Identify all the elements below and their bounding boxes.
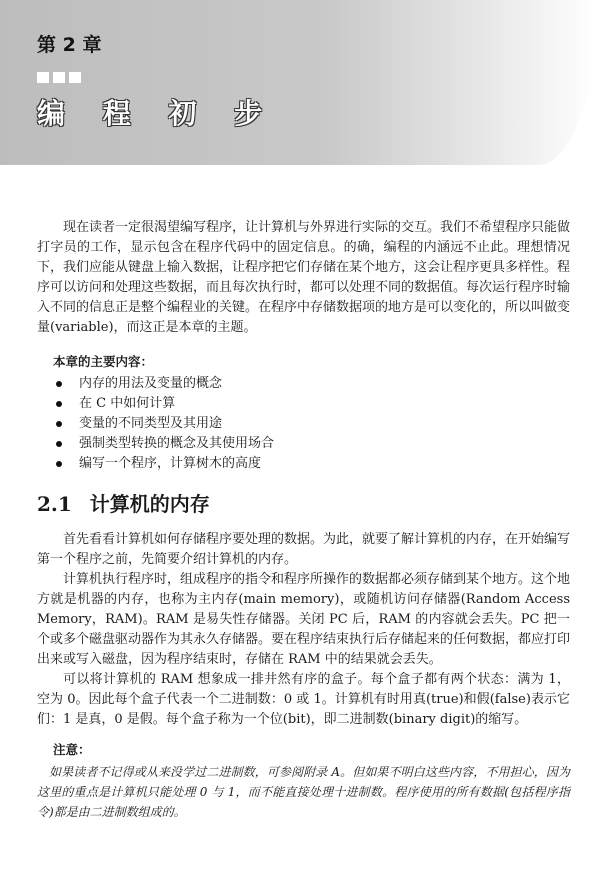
- intro-paragraph: 现在读者一定很渴望编写程序，让计算机与外界进行实际的交互。我们不希望程序只能做打字员的工作，显示包含在程序代码中的固定信息。的确，编程的内涵远不止此。理想情况下，我们应能从键盘上输入数据，让程序把它们存储在某个地方，这会让程序更具多样性。程序可以访问和处理这些数据，而且每次执行时，都可以处理不同的数据值。每次运行程序时输入不同的信息正是整个编程业的关键。在程序中存储数据项的地方是可以变化的，所以叫做变量(variable)，而这正是本章的主题。: [37, 220, 571, 335]
- section-paragraph: 计算机执行程序时，组成程序的指令和程序所操作的数据都必须存储到某个地方。这个地方就是机器的内存，也称为主内存(main memory)，或随机访问存储器(Random Access Memory，RAM)。RAM 是易失性存储器。关闭 PC 后，RAM 的内容就会丢失。PC 把一个或多个磁盘驱动器作为其永久存储器。要在程序结束执行后存储起来的任何数据，都应打印出来或写入磁盘，因为程序结束时，存储在 RAM 中的结果就会丢失。: [37, 572, 571, 667]
- section-title: 计算机的内存: [89, 492, 210, 516]
- note-label: 注意：: [53, 742, 91, 757]
- list-item: 在 C 中如何计算: [53, 394, 570, 414]
- chapter-header-band: [0, 0, 598, 165]
- main-contents-list: [37, 374, 570, 474]
- square-mark: [69, 72, 81, 83]
- note-text: 如果读者不记得或从来没学过二进制数，可参阅附录 A。但如果不明白这些内容，不用担心，因为这里的重点是计算机只能处理 0 与 1，而不能直接处理十进制数。程序使用的所有数据(包括程序指令)都是由二进制数组成的。: [37, 765, 570, 819]
- main-contents-label: 本章的主要内容：: [53, 354, 154, 369]
- list-item: 编写一个程序，计算树木的高度: [53, 454, 570, 474]
- list-item: 内存的用法及变量的概念: [53, 374, 570, 394]
- chapter-title: 编 程 初 步: [37, 97, 277, 130]
- square-mark: [53, 72, 65, 83]
- page-content: [37, 218, 570, 822]
- section-paragraph: 可以将计算机的 RAM 想象成一排井然有序的盒子。每个盒子都有两个状态：满为 1，空为 0。因此每个盒子代表一个二进制数：0 或 1。计算机有时用真(true)和假(false)表示它们：1 是真，0 是假。每个盒子称为一个位(bit)，即二进制数(binary digit)的缩写。: [37, 672, 570, 727]
- section-paragraph: 首先看看计算机如何存储程序要处理的数据。为此，就要了解计算机的内存，在开始编写第一个程序之前，先简要介绍计算机的内存。: [37, 532, 571, 567]
- chapter-label: 第 2 章: [37, 34, 102, 56]
- section-number: 2.1: [37, 492, 72, 516]
- square-mark: [37, 72, 49, 83]
- list-item: 强制类型转换的概念及其使用场合: [53, 434, 570, 454]
- section-heading: [37, 494, 570, 514]
- decorative-squares: [37, 72, 81, 83]
- list-item: 变量的不同类型及其用途: [53, 414, 570, 434]
